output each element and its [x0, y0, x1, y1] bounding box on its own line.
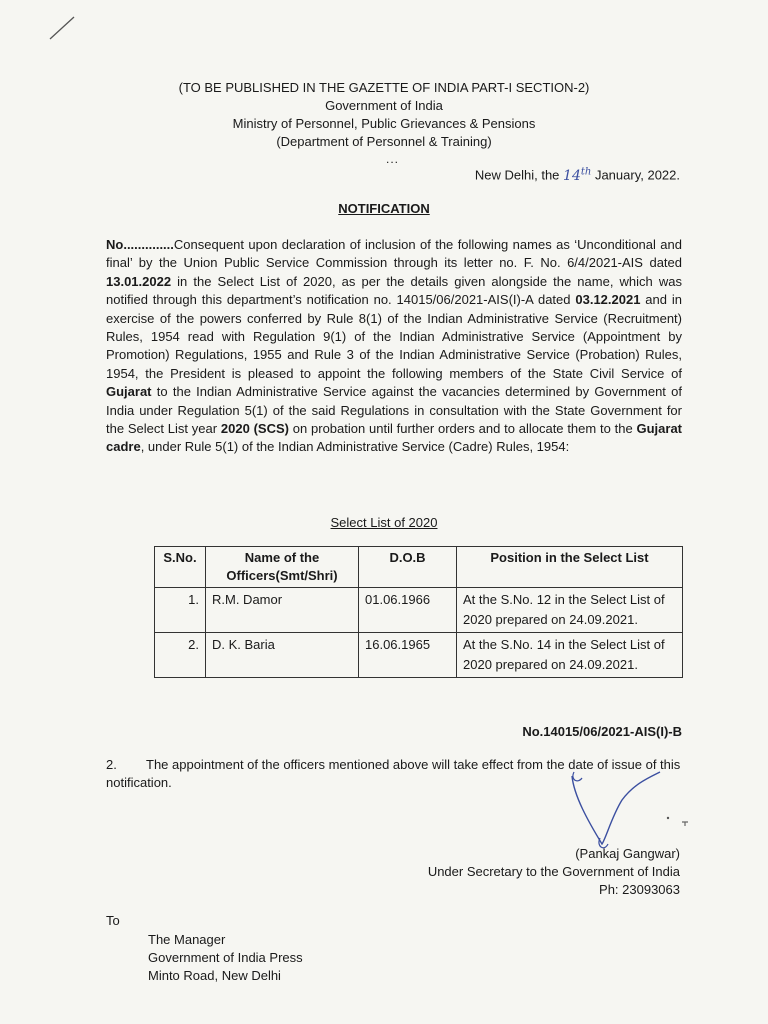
pen-stroke-mark — [48, 14, 78, 42]
header-position: Position in the Select List — [457, 547, 683, 588]
signatory-block — [428, 845, 680, 899]
header-separator: ... — [386, 152, 400, 166]
notification-body: No..............Consequent upon declaration of inclusion of the following names as ‘Unconditional and final’ by the Union Public Service Commission through its letter no. F. No. 6/4/2021-AIS dated 13.01.2022 in the Select List of 2020, as per the details given alongside the name, which was notified through this department’s notification no. 14015/06/2021-AIS(I)-A dated 03.12.2021 and in exercise of the powers conferred by Rule 8(1) of the Indian Administrative Service (Recruitment) Rules, 1954 read with Regulation 9(1) of the Indian Administrative Service (Appointment by Promotion) Regulations, 1955 and Rule 3 of the Indian Administrative Service (Probation) Rules, 1954, the President is pleased to appoint the following members of the State Civil Service of Gujarat to the Indian Administrative Service against the vacancies determined by Government of India under Regulation 5(1) of the said Regulations in consultation with the State Government for the Select List year 2020 (SCS) on probation until further orders and to allocate them to the Gujarat cadre, under Rule 5(1) of the Indian Administrative Service (Cadre) Rules, 1954: — [106, 237, 683, 455]
select-list-title: Select List of 2020 — [330, 515, 438, 530]
department-name: (Department of Personnel & Training) — [276, 134, 492, 149]
ministry-name: Ministry of Personnel, Public Grievances & Pensions — [232, 116, 536, 131]
reference-number: No.14015/06/2021-AIS(I)-B — [522, 724, 682, 739]
table-row — [155, 633, 683, 678]
cell-position: At the S.No. 14 in the Select List of 2020 prepared on 24.09.2021. — [457, 633, 683, 678]
government-name: Government of India — [325, 98, 443, 113]
paragraph-text: The appointment of the officers mentioned above will take effect from the date of issue of this notification. — [106, 757, 681, 790]
table-row — [155, 588, 683, 633]
signatory-designation: Under Secretary to the Government of India — [427, 864, 680, 879]
cell-sno: 1. — [155, 588, 206, 633]
cell-name: D. K. Baria — [206, 633, 359, 678]
cell-name: R.M. Damor — [206, 588, 359, 633]
notification-date — [475, 166, 680, 184]
handwritten-signature — [560, 766, 700, 856]
cell-sno: 2. — [155, 633, 206, 678]
to-label: To — [106, 913, 120, 928]
cell-position: At the S.No. 12 in the Select List of 2020 prepared on 24.09.2021. — [457, 588, 683, 633]
signatory-phone: Ph: 23093063 — [599, 882, 680, 897]
cell-dob: 16.06.1965 — [359, 633, 457, 678]
paragraph-number: 2. — [106, 757, 117, 772]
header-name: Name of the Officers(Smt/Shri) — [206, 547, 359, 588]
table-header-row — [155, 547, 683, 588]
date-month-year: January, 2022. — [594, 167, 680, 183]
cell-dob: 01.06.1966 — [359, 588, 457, 633]
address-line: The Manager — [148, 932, 226, 947]
recipient-address — [148, 931, 303, 985]
date-prefix: New Delhi, the — [474, 167, 560, 183]
signatory-name: (Pankaj Gangwar) — [575, 846, 680, 861]
header-sno: S.No. — [155, 547, 206, 588]
address-line: Government of India Press — [148, 950, 303, 965]
handwritten-day: 14th — [563, 166, 592, 184]
gazette-heading: (TO BE PUBLISHED IN THE GAZETTE OF INDIA PART-I SECTION-2) — [178, 80, 590, 95]
header-dob: D.O.B — [359, 547, 457, 588]
address-line: Minto Road, New Delhi — [148, 968, 281, 983]
select-list-table — [154, 546, 683, 678]
notification-title: NOTIFICATION — [338, 201, 430, 216]
